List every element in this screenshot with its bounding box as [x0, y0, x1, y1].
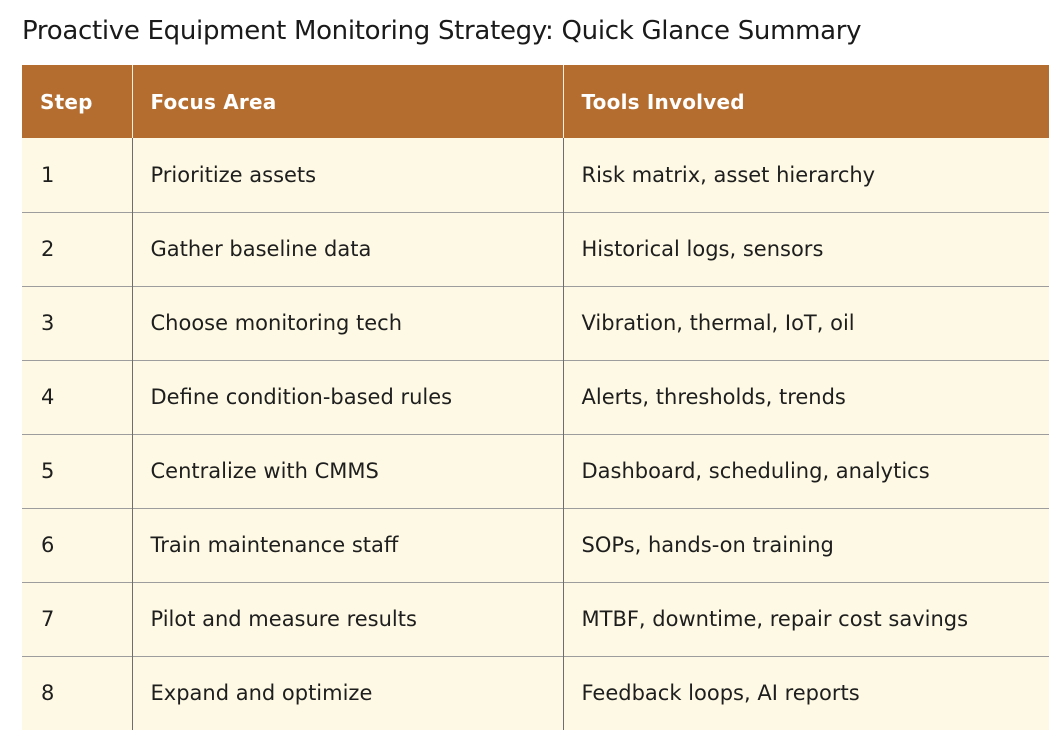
- focus-area-cell: Gather baseline data: [132, 212, 563, 286]
- summary-table: [22, 65, 1049, 730]
- header-step: Step: [22, 65, 132, 138]
- focus-area-cell: Choose monitoring tech: [132, 286, 563, 360]
- table-body: [22, 138, 1049, 730]
- focus-area-cell: Pilot and measure results: [132, 582, 563, 656]
- table-row: [22, 582, 1049, 656]
- tools-cell: Historical logs, sensors: [563, 212, 1049, 286]
- step-cell: 8: [22, 656, 132, 730]
- tools-cell: MTBF, downtime, repair cost savings: [563, 582, 1049, 656]
- table-row: [22, 360, 1049, 434]
- header-row: [22, 65, 1049, 138]
- table-row: [22, 286, 1049, 360]
- step-cell: 7: [22, 582, 132, 656]
- focus-area-cell: Expand and optimize: [132, 656, 563, 730]
- step-cell: 4: [22, 360, 132, 434]
- step-cell: 1: [22, 138, 132, 212]
- table-row: [22, 138, 1049, 212]
- tools-cell: Vibration, thermal, IoT, oil: [563, 286, 1049, 360]
- header-tools-involved: Tools Involved: [563, 65, 1049, 138]
- focus-area-cell: Centralize with CMMS: [132, 434, 563, 508]
- step-cell: 5: [22, 434, 132, 508]
- focus-area-cell: Train maintenance staff: [132, 508, 563, 582]
- focus-area-cell: Prioritize assets: [132, 138, 563, 212]
- header-focus-area: Focus Area: [132, 65, 563, 138]
- tools-cell: Dashboard, scheduling, analytics: [563, 434, 1049, 508]
- step-cell: 3: [22, 286, 132, 360]
- tools-cell: Feedback loops, AI reports: [563, 656, 1049, 730]
- table-row: [22, 434, 1049, 508]
- tools-cell: Alerts, thresholds, trends: [563, 360, 1049, 434]
- page-title: Proactive Equipment Monitoring Strategy: Quick Glance Summary: [22, 16, 862, 46]
- table-row: [22, 212, 1049, 286]
- step-cell: 2: [22, 212, 132, 286]
- step-cell: 6: [22, 508, 132, 582]
- table-row: [22, 508, 1049, 582]
- tools-cell: Risk matrix, asset hierarchy: [563, 138, 1049, 212]
- table-header: [22, 65, 1049, 138]
- tools-cell: SOPs, hands-on training: [563, 508, 1049, 582]
- focus-area-cell: Define condition-based rules: [132, 360, 563, 434]
- table-row: [22, 656, 1049, 730]
